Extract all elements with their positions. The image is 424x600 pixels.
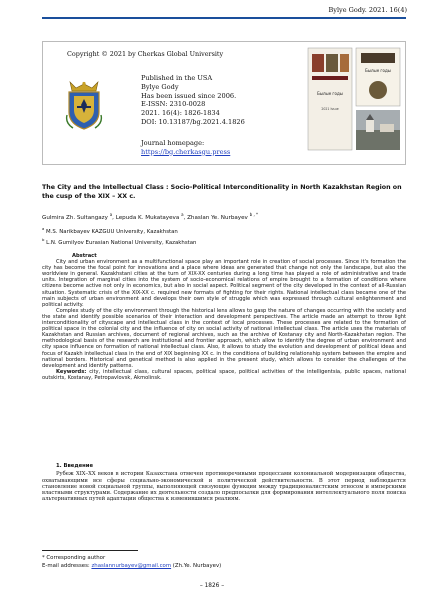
- pub-line: Bylye Gody: [141, 82, 179, 91]
- affil-mark: b: [42, 237, 45, 243]
- author-list: [42, 211, 258, 222]
- footnote: [42, 554, 221, 570]
- author-affil-mark: a: [181, 212, 184, 217]
- affil-text: M.S. Narikbayev KAZGUU University, Kazakhstan: [44, 228, 178, 235]
- affiliation-a: [42, 225, 196, 236]
- pub-line: Published in the USA: [141, 74, 213, 82]
- affil-mark: a: [42, 226, 45, 231]
- abstract-paragraph: Complex study of the city environment through the historical lens allows to gasp the nature of changes occurring with the society and the state and identify possible scenarios of their interaction and development perspectives. The article made an attempt to throw light interconditionality of cityscape and intellectual class in the context of local processes. These processes are related to the formation of political space in the colonial city and the influence of city on social activity of national intellectual class. The article uses the materials of Kazakhstan and Russian archives, document of regional archives, such as the archive of Kostanay city and North-Kazakhstan region. The methodological basis of the research are institutional and frontier approach, which allow to identify the degree of urban environment and city space influence on formation of national intellectual class. Also, it allows to study the evolution and development of political ideas and focus of Kazakh intellectual class in the end of XIX beginning XX c. in the conditions of building relationship system between the empire and national borders. Historical and genetical method is also applied in the present study, which allows to consider the challenges of the development and identify patterns.: [42, 307, 406, 369]
- author-name: , Lepuda K. Mukatayeva: [112, 214, 182, 221]
- keywords-text: city, intellectual class, cultural spaces, political space, political activities of the intelligentsia, public spaces, national outskirts, Kostanay, Petropavlovsk, Akmolinsk.: [42, 368, 406, 381]
- pub-line: E-ISSN: 2310-0028: [141, 100, 206, 109]
- introduction-section: [42, 463, 406, 503]
- affiliation-b: [42, 236, 196, 247]
- keywords: [42, 369, 406, 381]
- journal-covers-image: [306, 46, 402, 152]
- publication-details: [141, 74, 245, 127]
- cover-left-year: 2021 Issue: [321, 107, 339, 111]
- coat-of-arms-logo: [63, 79, 105, 131]
- section-heading: 1. Введение: [56, 463, 94, 469]
- journal-homepage: [141, 139, 230, 157]
- copyright-notice: Copyright © 2021 by Cherkas Global University: [67, 50, 224, 58]
- page-number: – 1826 –: [199, 583, 225, 589]
- homepage-label: Journal homepage:: [141, 139, 205, 147]
- author-name: , Zhaslan Ye. Nurbayev: [183, 214, 250, 221]
- email-line: [42, 562, 221, 570]
- header-rule: [42, 17, 406, 19]
- keywords-label: Keywords:: [56, 368, 87, 375]
- abstract-section: [42, 253, 406, 381]
- author-name: Gulmira Zh. Sultangazy: [42, 214, 110, 221]
- journal-cover-left: [308, 48, 352, 150]
- footnote-rule: [42, 550, 138, 551]
- author-affil-mark: b , *: [249, 212, 259, 217]
- journal-header: Bylye Gody. 2021. 16(4): [328, 6, 407, 14]
- section-paragraph: Рубеж XIX–XX веков в истории Казахстана отмечен противоречивыми процессами колониальной модернизации общества, охватывающими все сферы социально-экономической и политической действительности. В этот период наблюдается становление новой социальной группы, выполняющей связующие функции между традиционалистским этносом и имперскими властными структурами. Содержание их деятельности создало предпосылки для формирования интеллектуального поля поиска альтернативных путей адаптации общества к изменившимся реалиям.: [42, 471, 406, 503]
- affiliations: [42, 225, 196, 247]
- abstract-heading: Abstract: [72, 253, 97, 259]
- pub-line: DOI: 10.13187/bg.2021.4.1826: [141, 117, 245, 126]
- pub-line: 2021. 16(4): 1826-1834: [141, 109, 220, 118]
- author-affil-mark: a: [109, 212, 113, 217]
- cover-left-title: Былые годы: [317, 91, 343, 96]
- email-link[interactable]: zhaslannurbayev@gmail.com: [91, 563, 172, 569]
- cover-right-title: Былые годы: [365, 68, 391, 73]
- email-label: E-mail addresses:: [42, 563, 92, 569]
- email-suffix: (Zh.Ye. Nurbayev): [171, 563, 222, 569]
- abstract-paragraph: City and urban environment as a multifunctional space play an important role in creation of social processes. Since it's formation the city has become the focal point for innovations and a place where ideas are generated that change not only the landscape, but also the worldview in general. Kazakhstani cities at the turn of XIX-XX centuries during a long time has played a role of administrative and trade units. Integration of marginal cities into the system of socio-economical relations of empire brought to a formation of conditions where citizens become active not only in economics, but also in social aspect. Political segment of the city developed in the context of all-Russian situation. Systematic crisis of the XIX-XX c. required new formats of fighting for their rights. National intellectual class became one of the main subjects of urban environment and develops their own style of struggle which was expressed through cultural enlightenment and political activity.: [42, 259, 406, 308]
- article-title: The City and the Intellectual Class : Socio-Political Interconditionality in North Kazakhstan Region on the cusp of the XIX – XX c.: [42, 184, 402, 200]
- homepage-link[interactable]: https://bg.cherkasgu.press: [141, 147, 231, 156]
- affil-text: L.N. Gumilyov Eurasian National University, Kazakhstan: [44, 240, 197, 246]
- corresponding-author-note: * Corresponding author: [42, 555, 106, 561]
- landscape-photo: [356, 110, 400, 150]
- pub-line: Has been issued since 2006.: [141, 91, 237, 100]
- journal-cover-right: [356, 48, 400, 106]
